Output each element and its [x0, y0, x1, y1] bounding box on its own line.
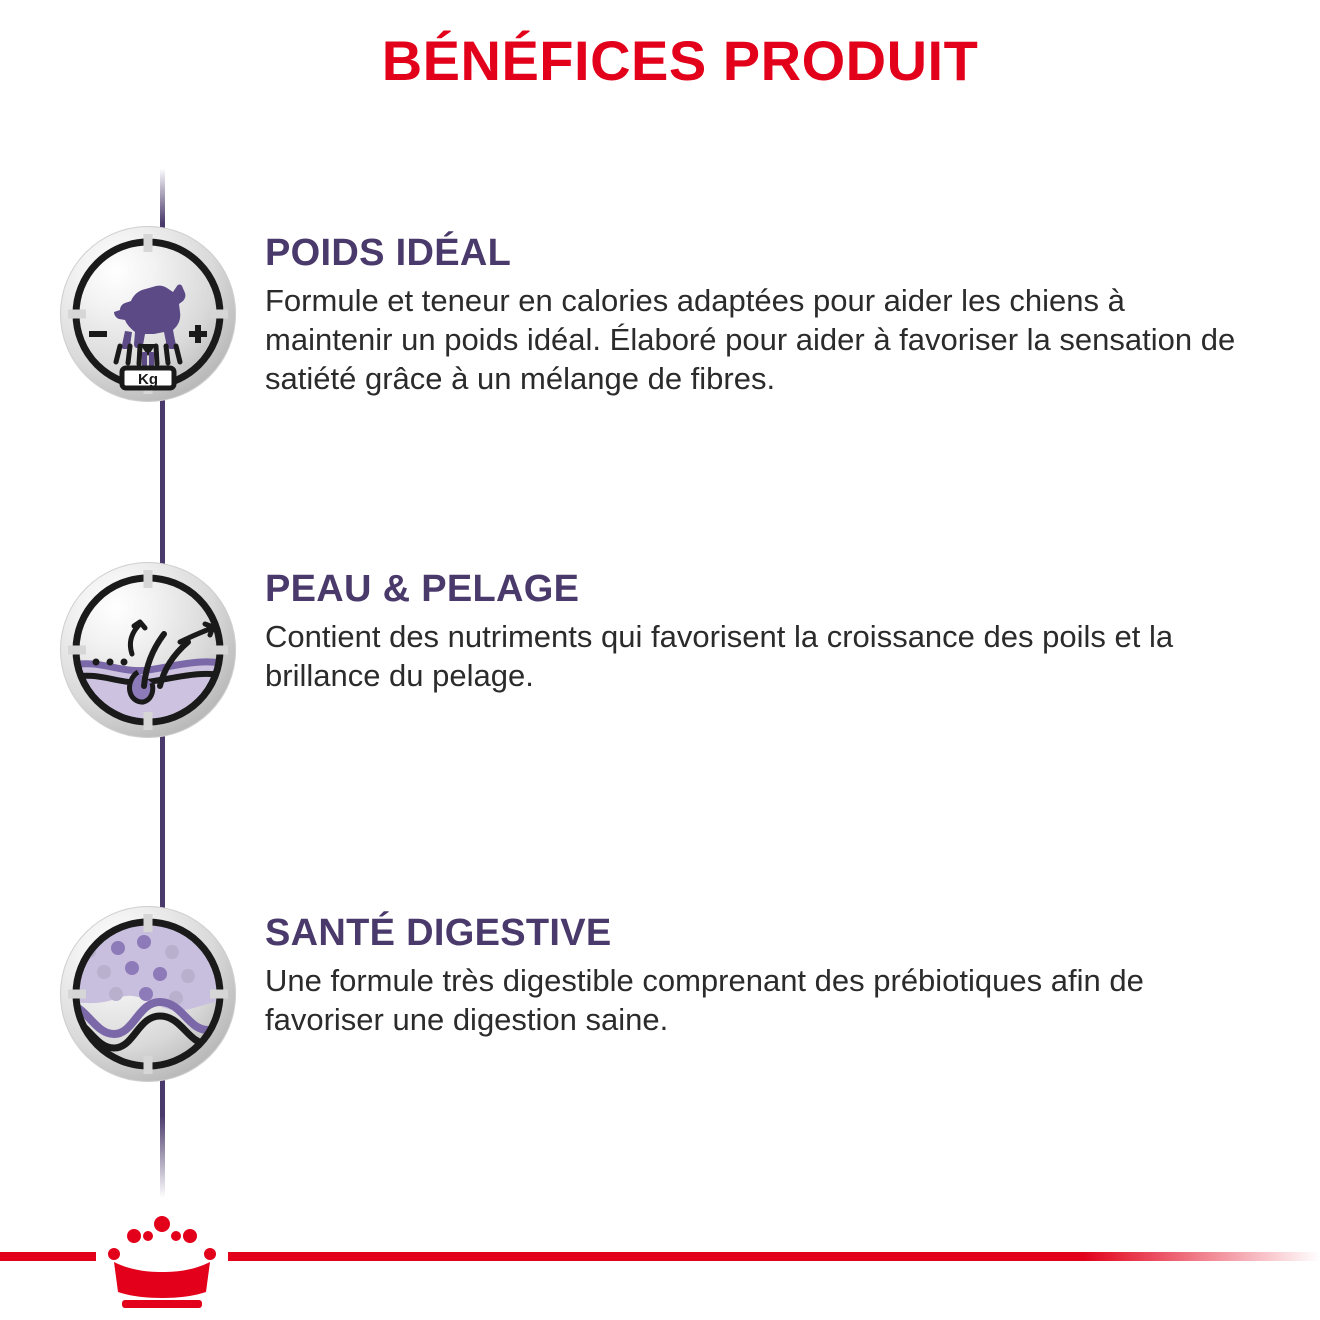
ideal-weight-scale-dog-icon [60, 226, 236, 402]
footer [0, 1200, 1320, 1320]
benefit-title: POIDS IDÉAL [265, 232, 512, 274]
benefit-item-skin-coat [60, 562, 1300, 738]
benefit-title: SANTÉ DIGESTIVE [265, 912, 612, 954]
page-title: BÉNÉFICES PRODUIT [381, 29, 979, 92]
benefit-description: Formule et teneur en calories adaptées pour aider les chiens à maintenir un poids idéal. Élaboré pour aider à favoriser la sensation de satiété grâce à un mélange de fibres. [265, 283, 1236, 397]
benefit-description: Contient des nutriments qui favorisent la croissance des poils et la brillance du pelage. [265, 619, 1174, 694]
svg-text:Kg: Kg [138, 371, 158, 388]
benefit-text-block [265, 906, 1300, 1039]
skin-and-coat-hair-follicle-icon [60, 562, 236, 738]
benefit-description: Une formule très digestible comprenant des prébiotiques afin de favoriser une digestion saine. [265, 963, 1144, 1038]
benefit-text-block [265, 562, 1300, 695]
royal-canin-crown-logo [96, 1206, 228, 1310]
benefit-title: PEAU & PELAGE [265, 568, 580, 610]
benefit-icon-wrapper [60, 562, 265, 738]
benefit-icon-wrapper [60, 226, 265, 402]
benefit-text-block [265, 226, 1300, 398]
benefit-item-ideal-weight [60, 226, 1300, 402]
benefit-icon-wrapper [60, 906, 265, 1082]
benefit-item-digestive-health [60, 906, 1300, 1082]
digestive-health-intestine-icon [60, 906, 236, 1082]
